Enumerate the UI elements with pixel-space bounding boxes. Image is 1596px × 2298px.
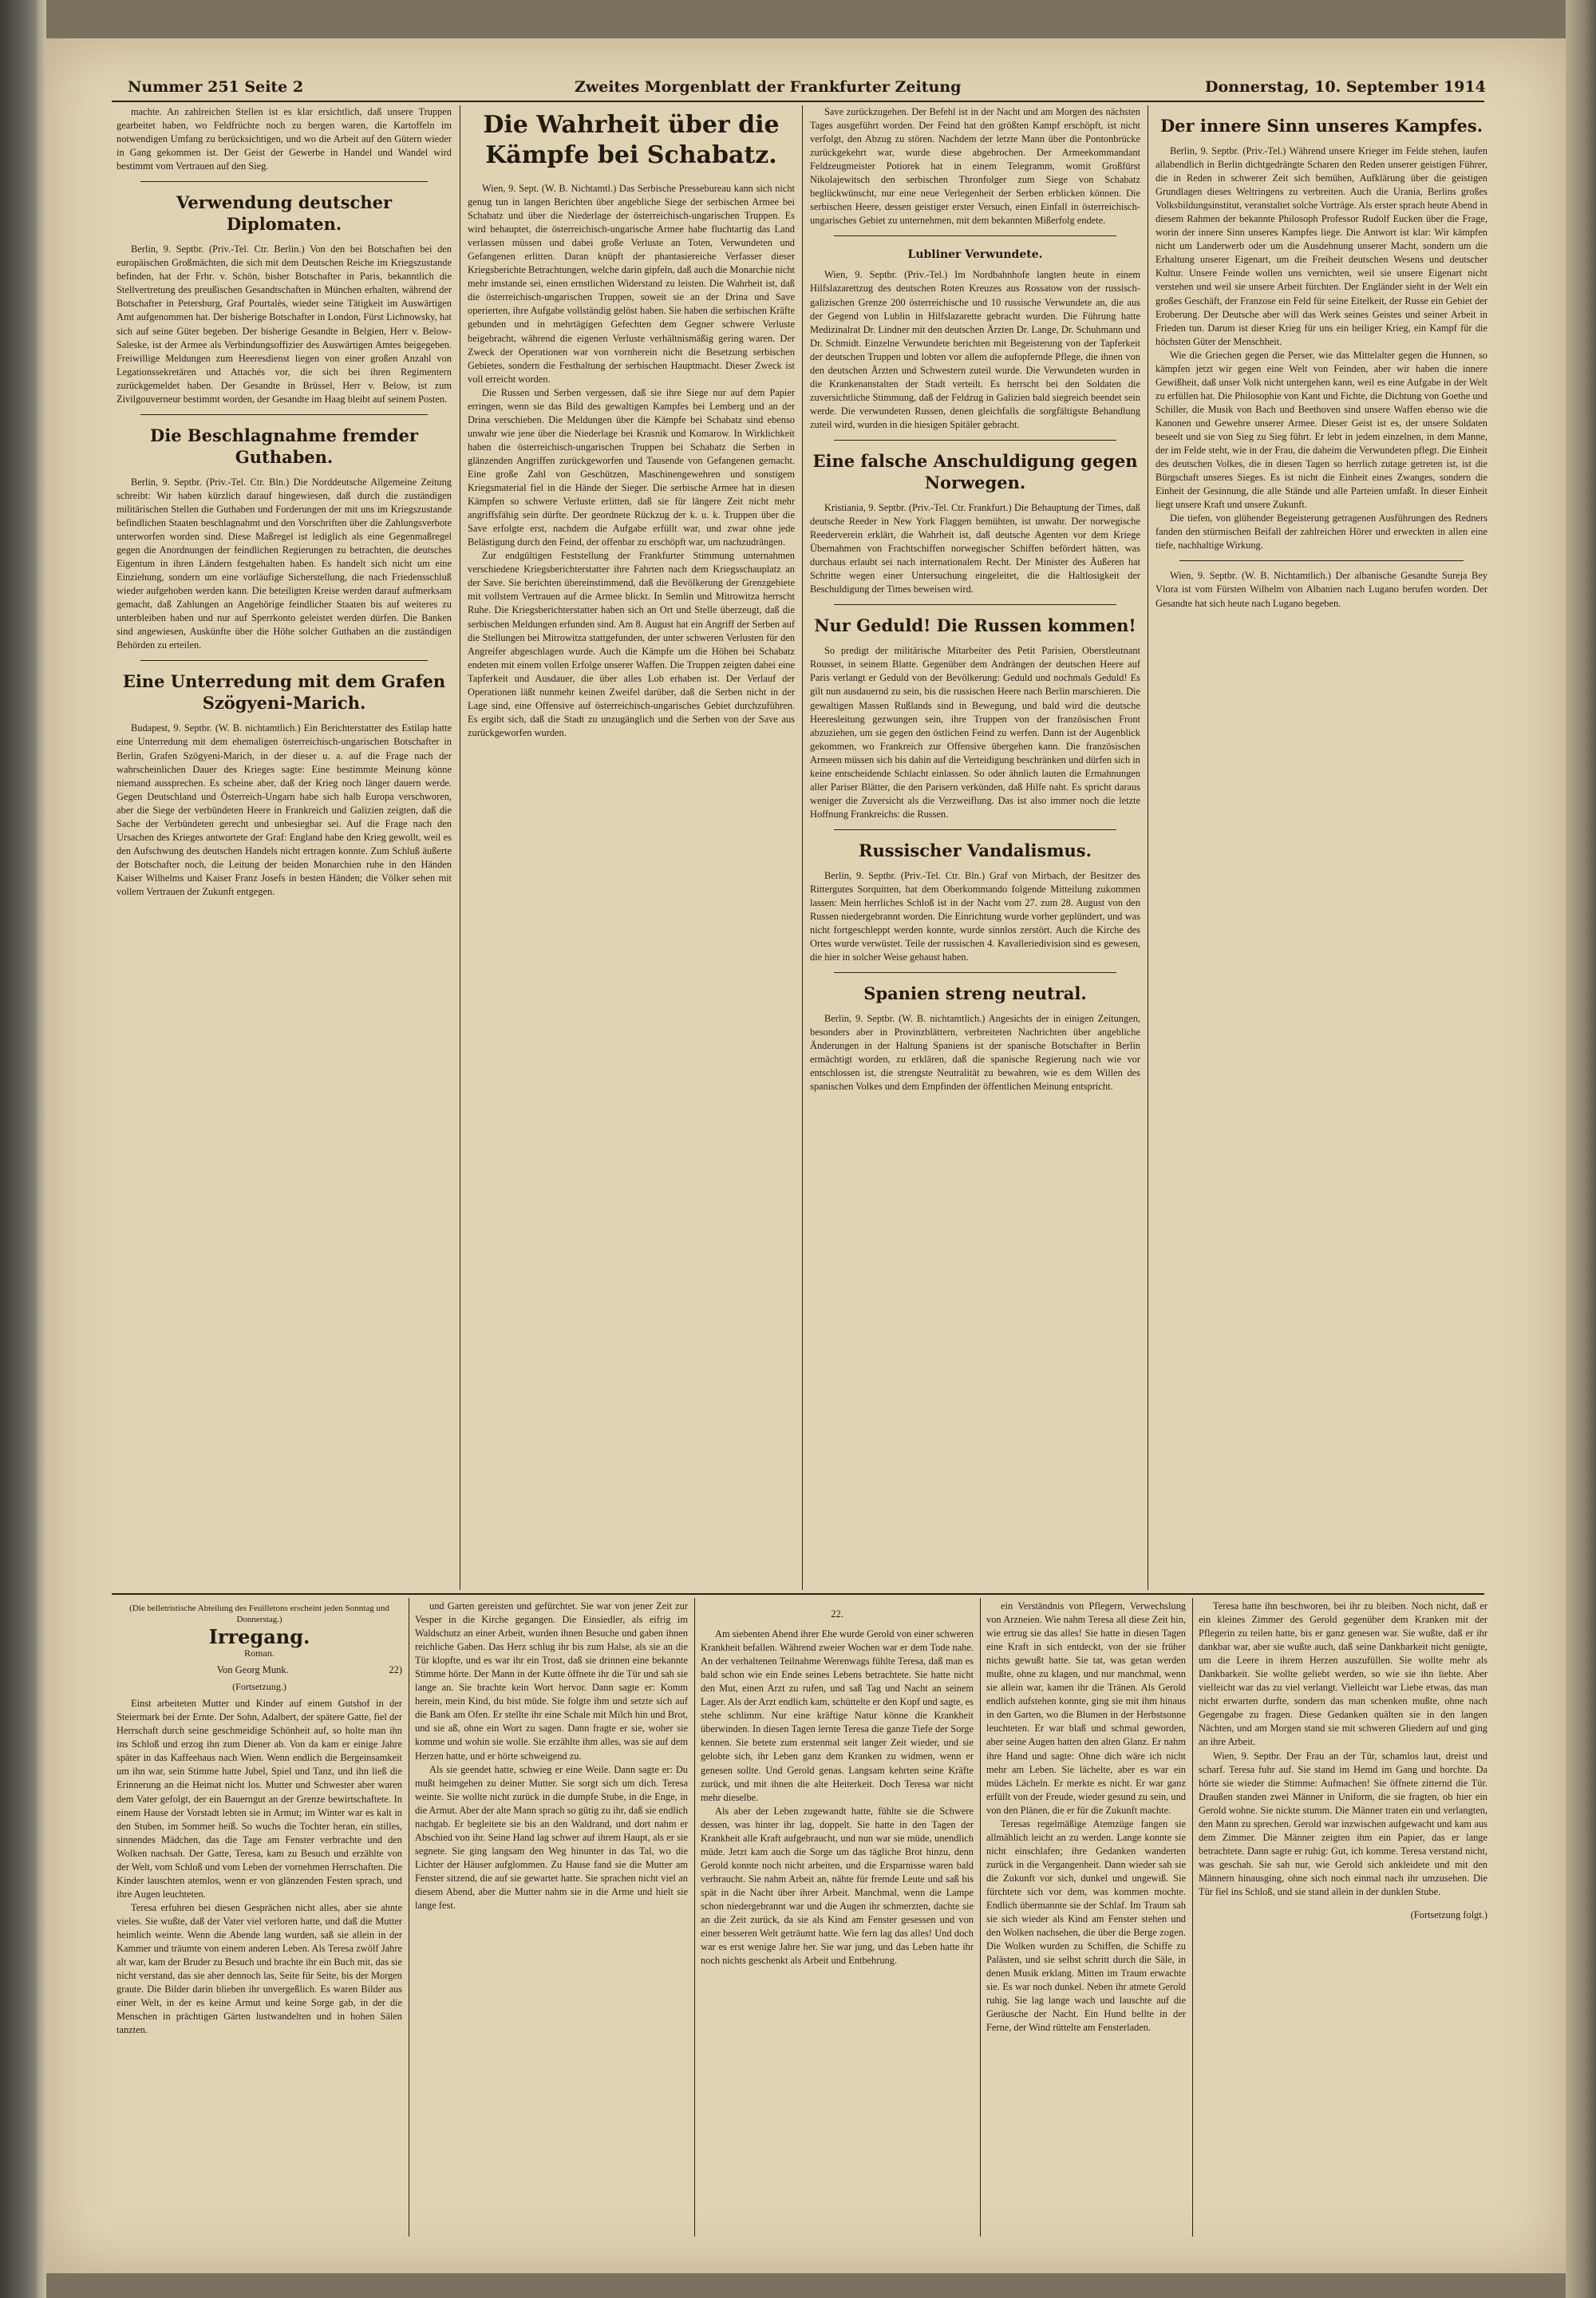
serial-text-1: Einst arbeiteten Mutter und Kinder auf einem Gutshof in der Steiermark bei der Ernte. Der Sohn, Adalbert, der spätere Gatte, fiel der Herrschaft durch seine geschmeidige Schönheit auf, so holte man ihn ins Schloß und erzog ihn zum Diener ab. Von da kam er einige Jahre später in das Kaffeehaus nach Wien. Wenn endlich die Bergeinsamkeit um ihn war, sein Stimme hatte Jubel, Spiel und Tanz, und ihn ließ die Erinnerung an die Heimat nicht los. Mutter und Schwester aber waren dem Vater gefolgt, der ein Bauerngut an der Grenze bewirtschaftete. In einem Hause der Vorstadt lebten sie in Armut; im Winter war es kalt in den Stuben, im Sommer heiß. So wuchs die Tochter heran, ein stilles, sinnendes Mädchen, das die Tage am Fenster verbrachte und den Wolken nachsah. Der Gatte, Teresa, kam zu Besuch und erzählte von der Welt, vom Schloß und vom Leben der vornehmen Herrschaften. Die Kinder lauschten atemlos, wenn er von glänzenden Festen sprach, und ihre Augen leuchteten. xyxy=(117,1698,402,1900)
column-rule-2 xyxy=(802,105,803,1590)
divider xyxy=(1179,560,1464,561)
serial-to-be-continued: (Fortsetzung folgt.) xyxy=(1410,1909,1487,1921)
headline-norwegen: Eine falsche Anschuldigung gegen Norwegen. xyxy=(812,450,1138,492)
feuilleton-rule-4 xyxy=(1192,1598,1193,2237)
divider xyxy=(834,235,1116,236)
column-4 xyxy=(1156,105,1487,1590)
feuilleton-rule xyxy=(112,1593,1484,1595)
serial-author xyxy=(117,1663,402,1677)
book-binding xyxy=(0,0,37,2298)
article-innerer-sinn-3: Die tiefen, von glühender Begeisterung getragenen Ausführungen des Redners fanden den stürmischen Beifall der zahlreichen Hörer und erweckten in allen eine tiefe, nachhaltige Wirkung. xyxy=(1156,512,1487,552)
serial-chapter-number: 22. xyxy=(831,1608,843,1620)
article-lubliner: Wien, 9. Septbr. (Priv.-Tel.) Im Nordbahnhofe langten heute in einem Hilfslazarettzug des deutschen Roten Kreuzes aus Rossatow von der russisch-galizischen Grenze 200 österreichische und 10 russische Verwundete an, die aus der Gegend von Lublin in Hilfslazarette gebracht wurden. Die Führung hatte Medizinalrat Dr. Lindner mit den deutschen Ärzten Dr. Lange, Dr. Schuhmann und Dr. Schmidt. Einzelne Verwundete berichten mit Begeisterung von der Tapferkeit der deutschen Truppen und lobten vor allem die aufopfernde Pflege, die ihnen von den deutschen Ärzten und Schwestern zuteil wurde. Die Verwundeten wurden in die Krankenanstalten der Stadt verteilt. Es herrscht bei den Soldaten die zuversichtliche Stimmung, daß der Feldzug in Galizien bald siegreich beendet sein werde. Die verwundeten Russen, denen gleichfalls die sorgfältigste Behandlung zuteil wird, wurden in die hiesigen Spitäler gebracht. xyxy=(810,269,1140,430)
article-schabatz-1: Wien, 9. Sept. (W. B. Nichtamtl.) Das Serbische Pressebureau kann sich nicht genug tun in langen Berichten über angebliche Siege der serbischen Armee bei Schabatz und über die Niederlage der österreichisch-ungarischen Truppen. Es wird behauptet, die österreichisch-ungarische Armee habe fluchtartig das Land verlassen müssen und dabei große Verluste an Toten, Verwundeten und Gefangenen erlitten. Daran knüpft der phantasiereiche Verfasser dieser Kriegsberichte Betrachtungen, welche darin gipfeln, daß auch die Monarchie nicht mehr imstande sei, einen ernstlichen Widerstand zu leisten. Die Wahrheit ist, daß die österreichisch-ungarischen Truppen, soweit sie an der Drina und Save operierten, ihre Aufgabe vollständig gelöst haben. Sie haben die serbischen Kräfte gebunden und in mehrtägigen Gefechten dem Gegner schwere Verluste beigebracht, während die eigenen Verluste verhältnismäßig gering waren. Der Zweck der Operationen war von vornherein nicht die Besetzung serbischen Gebietes, sondern die Festhaltung der serbischen Hauptmacht. Dieser Zweck ist voll erreicht worden. xyxy=(468,183,795,385)
divider xyxy=(834,829,1116,830)
column-1 xyxy=(117,105,452,1590)
headline-diplomaten: Verwendung deutscher Diplomaten. xyxy=(176,192,393,235)
headline-szogyeni: Eine Unterredung mit dem Grafen Szögyeni-Marich. xyxy=(122,671,446,714)
masthead-rule xyxy=(112,101,1484,102)
article-schabatz-cont: Save zurückzugehen. Der Befehl ist in der Nacht und am Morgen des nächsten Tages ausgeführt worden. Der Feind hat den größten Kampf erschöpft, ist nicht verfolgt, den Abzug zu stören. Nachdem der letzte Mann über die Pontonbrücke zurückgekehrt war, wurde diese abgebrochen. Der Armeekommandant Feldzeugmeister Potiorek hat in einem Telegramm, womit Großfürst Nikolajewitsch den serbischen Thronfolger zum Siege von Schabatz beglückwünscht, nur eine neue Verlegenheit der Serben erblicken können. Die serbischen Heere, dessen geistiger erster Versuch, einen Einfall in österreichisch-ungarisches Gebiet zu unternehmen, mit dem bekannten Mißerfolg endete. xyxy=(810,106,1140,227)
article-innerer-sinn-2: Wie die Griechen gegen die Perser, wie das Mittelalter gegen die Hunnen, so kämpfen jetzt wir gegen eine Welt von Feinden, aber wir haben die innere Gewißheit, daß unser Volk nicht untergehen kann, weil es eine Aufgabe in der Welt zu erfüllen hat. Die Philosophie von Kant und Fichte, die Dichtung von Goethe und Schiller, die Musik von Bach und Beethoven sind unsere Waffen ebenso wie die Kanonen und Gewehre unserer Armee. Dieser Geist ist es, der unsere Soldaten beseelt und sie von Sieg zu Sieg führt. Er lebt in jedem einzelnen, in dem Manne, der im Felde steht, wie in der Frau, die daheim die Verwundeten pflegt. Die Einheit des deutschen Volkes, die in diesen Tagen so herrlich zutage getreten ist, ist die Bürgschaft unseres Sieges. Es ist nicht die Einheit eines Zwanges, sondern die Einheit der Gesinnung, die alle Stände und alle Parteien umfaßt. In dieser Einheit liegt unsere Kraft und unsere Zukunft. xyxy=(1156,349,1487,511)
article-guthaben: Berlin, 9. Septbr. (Priv.-Tel. Ctr. Bln.) Die Norddeutsche Allgemeine Zeitung schreibt: Wir haben kürzlich darauf hingewiesen, daß durch die zuständigen militärischen Stellen die Guthaben und Forderungen der mit uns im Kriegszustande befindlichen Staaten beschlagnahmt und den Vorschriften über die Zahlungsverbote unterworfen worden sind. Diese Maßregel ist lediglich als eine Gegenmaßregel gegen die Anordnungen der feindlichen Regierungen zu betrachten, die deutsches Eigentum in ihren Ländern festgehalten haben. Es handelt sich nicht um eine Einziehung, sondern um eine vorläufige Sicherstellung, die nach Friedensschluß wieder aufgehoben werden kann. Die beteiligten Kreise werden darauf aufmerksam gemacht, daß Zahlungen an Angehörige feindlicher Staaten bis auf weiteres zu unterbleiben haben und nur auf Sperrkonto geleistet werden dürfen. Die Banken sind angewiesen, Auskünfte über die Höhe solcher Guthaben an die zuständigen Behörden zu erteilen. xyxy=(117,476,452,651)
serial-text-9: Teresa hatte ihn beschworen, bei ihr zu bleiben. Noch nicht, daß er ein kleines Zimmer des Gerold gegenüber dem Kranken mit der Pflegerin zu teilen hatte, bis er ganz genesen war. Sie wußte, daß er ihr dankbar war, aber sie wußte auch, daß seine Dankbarkeit nicht genügte, um die Leere in ihrem Herzen auszufüllen. Sie wollte mehr als Dankbarkeit. Sie wollte geliebt werden, so wie sie ihn liebte. Aber vielleicht war das zu viel verlangt. Vielleicht war Liebe etwas, das man nicht erwarten durfte, sondern das man schenken mußte, ohne nach Gegengabe zu fragen. Diese Gedanken quälten sie in den langen Nächten, und am Morgen stand sie mit schweren Gliedern auf und ging an ihre Arbeit. xyxy=(1199,1600,1487,1748)
serial-column-4 xyxy=(986,1600,1186,2230)
headline-schabatz: Die Wahrheit über die Kämpfe bei Schabatz. xyxy=(483,111,780,169)
article-norwegen: Kristiania, 9. Septbr. (Priv.-Tel. Ctr. Frankfurt.) Die Behauptung der Times, daß deutsche Reeder in New York Flaggen bemühten, ist unwahr. Der norwegische Reederverein erklärt, die Wahrheit ist, daß deutsche Agenten vor dem Kriege Übernahmen von Frachtschiffen norwegischer Schiffen befördert hätten, was durchaus erlaubt sei nach internationalem Recht. Der Minister des Äußeren hat Schritte wegen einer Untersuchung eingeleitet, die die Haltlosigkeit der Beschuldigung der Times beweisen wird. xyxy=(810,501,1140,595)
divider xyxy=(834,440,1116,441)
serial-column-3 xyxy=(701,1600,974,2230)
feuilleton-rule-3 xyxy=(980,1598,981,2237)
article-innerer-sinn-1: Berlin, 9. Septbr. (Priv.-Tel.) Während unsere Krieger im Felde stehen, laufen allabendlich in Berlin dichtgedrängte Scharen den Reden unserer geistigen Führer, die in Reden in schwerer Zeit sich bemühen, Aufklärung über die geistigen Grundlagen dieses Weltringens zu verbreiten. Auch die Urania, Berlins großes Volksbildungsinstitut, veranstaltet solche Vorträge. Als erster sprach heute Abend in diesem Rahmen der bekannte Philosoph Professor Rudolf Eucken über die Frage, worin der innere Sinn unseres Kampfes liege. Die Antwort ist klar: Wir kämpfen nicht um Landerwerb oder um die Ausdehnung unserer Macht, sondern um die Erhaltung unserer Eigenart, um die Freiheit deutschen Wesens und deutscher Kultur. Unsere Feinde wollen uns vernichten, weil sie unsere Eigenart nicht verstehen und weil sie unsere Arbeit fürchten. Der Engländer sieht in der Welt ein großes Geschäft, der Franzose ein Feld für seine Eitelkeit, der Russe ein Gebiet der Eroberung. Der Deutsche aber will das Werk seines Geistes und seiner Arbeit in Frieden tun. Darum ist dieser Krieg für uns ein heiliger Krieg, ein Kampf für die höchsten Güter der Menschheit. xyxy=(1156,145,1487,347)
serial-text-7: ein Verständnis von Pflegern, Verwechslung von Arzneien. Wie nahm Teresa all diese Zeit hin, wie ertrug sie das alles! Sie hatte in diesen Tagen eine Kraft in sich entdeckt, von der sie früher nichts gewußt hatte. Sie tat, was getan werden mußte, ohne zu klagen, und nur manchmal, wenn sie allein war, kamen ihr die Tränen. Als Gerold endlich aufstehen konnte, ging sie mit ihm hinaus in den Garten, wo die Blumen in der Herbstsonne leuchteten. Er war blaß und schmal geworden, aber seine Augen hatten den alten Glanz. Er nahm ihre Hand und sagte: Ohne dich wäre ich nicht mehr am Leben. Sie lächelte, aber es war ein müdes Lächeln. Er merkte es nicht. Er war ganz erfüllt von der Freude, wieder gesund zu sein, und von den Plänen, die er für die Zukunft machte. xyxy=(986,1600,1186,1816)
article-diplomaten: Berlin, 9. Septbr. (Priv.-Tel. Ctr. Berlin.) Von den bei Botschaften bei den europäischen Großmächten, die sich mit dem Deutschen Reiche im Kriegszustande befinden, hat der Frhr. v. Schön, bisher Botschafter in Paris, bekanntlich die Stellvertretung des preußischen Gesandtschaften in München erhalten, während der Botschafter in Petersburg, Graf Pourtalès, wieder seine Tätigkeit im Auswärtigen Amt aufgenommen hat. Der bisherige Botschafter in London, Fürst Lichnowsky, hat sich auf seine Güter begeben. Der bisherige Gesandte in Belgien, Herr v. Below-Saleske, ist der Armee als Verbindungsoffizier des Auswärtigen Amtes beigegeben. Freiwillige Meldungen zum Heeresdienst liegen von einer großen Anzahl von Legationssekretären und Attachés vor, die sich bei ihren Regimentern zurückgemeldet haben. Der Gesandte in Brüssel, Herr v. Below, ist zum Zivilgouverneur bestimmt worden, der Gesandte im Haag bleibt auf seinem Posten. xyxy=(117,243,452,405)
headline-lubliner: Lubliner Verwundete. xyxy=(907,248,1043,262)
headline-guthaben: Die Beschlagnahme fremder Guthaben. xyxy=(150,425,418,467)
serial-text-3: und Garten gereisten und gefürchtet. Sie war von jener Zeit zur Vesper in die Kirche gegangen. Die Einsiedler, als eifrig im Waldschutz an einer Arbeit, wurden ihnen Besuche und gaben ihnen reichliche Gaben. Das Herz schlug ihr bis zum Halse, als sie an die Tür klopfte, und es war ihr ein Trost, daß sie drinnen eine bekannte Stimme hörte. Der Mann in der Kutte öffnete ihr die Tür und sah sie lange an. Sie brachte kein Wort hervor. Dann sagte er: Komm herein, mein Kind, du bist müde. Sie folgte ihm und setzte sich auf die Bank am Ofen. Er stellte ihr eine Schale mit Milch hin und Brot, und sie aß, ohne ein Wort zu sagen. Dann fragte er sie, woher sie komme und wohin sie wolle. Sie erzählte ihm alles, was sie auf dem Herzen hatte, und er hörte schweigend zu. xyxy=(415,1600,688,1762)
headline-spanien: Spanien streng neutral. xyxy=(863,983,1087,1004)
masthead-title: Zweites Morgenblatt der Frankfurter Zeitung xyxy=(575,78,962,96)
column-2 xyxy=(468,105,795,1590)
column-3 xyxy=(810,105,1140,1590)
serial-continuation: (Fortsetzung.) xyxy=(232,1681,286,1693)
serial-text-6: Als aber der Leben zugewandt hatte, fühlte sie die Schwere dessen, was hinter ihr lag, doppelt. Sie hatte in den Tagen der Krankheit alle Kraft aufgebraucht, und nun war sie müde, unendlich müde. Jetzt kam auch die Sorge um das tägliche Brot hinzu, denn Gerold konnte noch nicht arbeiten, und die Ersparnisse waren bald verbraucht. Sie nahm Arbeit an, nähte für fremde Leute und saß bis spät in die Nacht über ihrer Arbeit. Manchmal, wenn die Lampe schon niedergebrannt war und die Augen ihr schmerzten, dachte sie an die Zeit zurück, da sie als Kind am Fenster gesessen und von einer besseren Welt geträumt hatte. Wie fern lag das alles! Und doch war es erst wenige Jahre her. Sie war jung, und das Leben hatte ihr noch nichts geschenkt als Arbeit und Entbehrung. xyxy=(701,1805,974,1967)
serial-installment: 22) xyxy=(389,1664,402,1676)
divider xyxy=(834,972,1116,973)
serial-column-5 xyxy=(1199,1600,1487,2230)
article-russen-kommen: So predigt der militärische Mitarbeiter des Petit Parisien, Oberstleutnant Rousset, in seinem Blatte. Gegenüber dem Andrängen der deutschen Heere auf Paris verlangt er Geduld von der Bevölkerung: Geduld und nochmals Geduld! Es gilt nun ausdauernd zu sein, bis die russischen Heere nach Berlin marschieren. Die gewaltigen Massen Rußlands sind in Bewegung, und bald wird die deutsche Heeresleitung gezwungen sein, ihre Truppen von der französischen Front abzuziehen, um sie gegen den östlichen Feind zu werfen. Dann ist der Augenblick gekommen, wo Frankreich zur Offensive übergehen kann. Die französischen Armeen müssen sich bis dahin auf die Verteidigung beschränken und dürfen sich in keine entscheidende Schlacht einlassen. So oder ähnlich lauten die Ermahnungen aller Pariser Blätter, die den Parisern verkünden, daß Hilfe naht. Es spricht daraus weniger die Zuversicht als die Verzweiflung. Das ist also immer noch die letzte Hoffnung Frankreichs: die Russen. xyxy=(810,645,1140,820)
article-schabatz-2: Die Russen und Serben vergessen, daß sie ihre Siege nur auf dem Papier erringen, wenn sie das Bild des gewaltigen Kampfes bei Lemberg und an der Drina verschieben. Die Meldungen über die Kämpfe bei Schabatz sind ebenso unwahr wie jene über die Niederlage bei Krasnik und Komarow. In Wirklichkeit haben die österreichisch-ungarischen Truppen bei Schabatz die Serben in glänzenden Angriffen zurückgeworfen und Tausende von Gefangenen gemacht. Eine große Zahl von Geschützen, Maschinengewehren und sonstigem Kriegsmaterial fiel in die Hände der Sieger. Die serbische Armee hat in diesen Kämpfen so schwere Verluste erlitten, daß sie für längere Zeit nicht mehr angriffsfähig sein dürfte. Der geordnete Rückzug der k. u. k. Truppen über die Save erfolgte erst, nachdem die Aufgabe erfüllt war, und zwar ohne jede Belästigung durch den Feind, der offenbar zu erschöpft war, um nachzudrängen. xyxy=(468,386,795,548)
headline-russen-kommen: Nur Geduld! Die Russen kommen! xyxy=(814,615,1136,636)
headline-vandalismus: Russischer Vandalismus. xyxy=(859,840,1092,860)
page-edge-stack xyxy=(1566,0,1596,2298)
binding-edge xyxy=(37,0,46,2298)
serial-text-4: Als sie geendet hatte, schwieg er eine Weile. Dann sagte er: Du mußt heimgehen zu deiner Mutter. Sie sorgt sich um dich. Teresa weinte. Sie wollte nicht zurück in die dumpfe Stube, in die Enge, in die Armut. Aber der alte Mann sprach so gütig zu ihr, daß sie endlich nachgab. Er begleitete sie bis an den Waldrand, und dort nahm er Abschied von ihr. Seine Hand lag schwer auf ihrem Haupt, als er sie segnete. Sie ging langsam den Weg hinunter in das Tal, wo die Lichter der Häuser aufglommen. Zu Hause fand sie die Mutter am Fenster sitzend, die auf sie gewartet hatte. Sie sprachen nicht viel an diesem Abend, aber die Mutter nahm sie in die Arme und hielt sie lange fest. xyxy=(415,1763,688,1912)
feuilleton-rule-2 xyxy=(694,1598,695,2237)
headline-innerer-sinn: Der innere Sinn unseres Kampfes. xyxy=(1159,116,1483,136)
serial-text-5: Am siebenten Abend ihrer Ehe wurde Gerold von einer schweren Krankheit befallen. Während zweier Wochen war er dem Tode nahe. An der verhaltenen Teilnahme Werenwags fühlte Teresa, daß man es bald schon wie ein Ende seines Lebens betrachtete. Sie hatte nicht den Mut, einen Arzt zu rufen, und saß Tag und Nacht an seinem Lager. Als der Arzt endlich kam, schüttelte er den Kopf und sagte, es stehe schlimm. Nur eine kräftige Natur könne die Krankheit überwinden. In diesen Tagen lernte Teresa die ganze Tiefe der Sorge kennen. Sie betete zum erstenmal seit langer Zeit wieder, und sie gelobte sich, ihr Leben ganz dem Kranken zu widmen, wenn er genesen sollte. Und Gerold genas. Langsam kehrten seine Kräfte zurück, und mit ihnen die alte Heiterkeit. Doch Teresa war nicht mehr dieselbe. xyxy=(701,1628,974,1803)
serial-subtitle: Roman. xyxy=(244,1647,275,1659)
article-vandalismus: Berlin, 9. Septbr. (Priv.-Tel. Ctr. Bln.) Graf von Mirbach, der Besitzer des Rittergutes Sorquitten, hat dem Oberkommando folgende Mitteilung zukommen lassen: Mein herrliches Schloß ist in der Nacht vom 27. zum 28. August von den Russen niedergebrannt worden. Die Einrichtung wurde vorher geplündert, und was nicht fortgeschleppt werden konnte, wurde sinnlos zerstört. Auch die Kirche des Ortes wurde verwüstet. Teile der russischen 4. Kavalleriedivision sind es gewesen, die hier in solcher Weise gehaust haben. xyxy=(810,869,1140,963)
serial-text-10: Wien, 9. Septbr. Der Frau an der Tür, schamlos laut, dreist und scharf. Teresa fuhr auf. Sie stand im Hemd im Gang und horchte. Da hörte sie wieder die Stimme: Aufmachen! Sie öffnete zitternd die Tür. Draußen standen zwei Männer in Uniform, die sie fragten, ob hier ein Gerold wohne. Sie nickte stumm. Die Männer traten ein und verlangten, den Mann zu sprechen. Gerold war inzwischen aufgewacht und kam aus dem Zimmer. Die Männer zeigten ihm ein Papier, das er lange betrachtete. Dann sagte er ruhig: Gut, ich komme. Teresa verstand nicht, was geschah. Sie sah nur, wie Gerold sich ankleidete und mit den Männern hinausging, ohne sich noch einmal nach ihr umzusehen. Die Tür fiel ins Schloß, und sie stand allein in der dunklen Stube. xyxy=(1199,1750,1487,1897)
divider xyxy=(140,660,428,661)
serial-column-1 xyxy=(117,1600,402,2230)
article-spanien: Berlin, 9. Septbr. (W. B. nichtamtlich.) Angesichts der in einigen Zeitungen, besonders aber in Provinzblättern, verbreiteten Nachrichten über angebliche Änderungen in der Haltung Spaniens ist der spanische Botschafter in Berlin ermächtigt worden, zu erklären, daß die spanische Regierung nach wie vor entschlossen ist, die strengste Neutralität zu bewahren, wie es dem Willen des spanischen Volkes und dem Empfinden der öffentlichen Meinung entspricht. xyxy=(810,1013,1140,1093)
serial-author-name: Von Georg Munk. xyxy=(216,1664,289,1676)
col1-intro: machte. An zahlreichen Stellen ist es klar ersichtlich, daß unsere Truppen gearbeitet haben, wo Feldfrüchte noch zu bergen waren, die Kartoffeln im notwendigen Umfang zu berücksichtigen, und wo die Arbeit auf den Gütern wieder in Gang gekommen ist. Der Geist der Gewerbe in Handel und Wandel wird bestimmt vom Vertrauen auf den Sieg. xyxy=(117,106,452,172)
divider xyxy=(140,181,428,182)
serial-column-2 xyxy=(415,1600,688,2230)
serial-text-2: Teresa erfuhren bei diesen Gesprächen nicht alles, aber sie ahnte vieles. Sie wußte, daß der Vater viel verloren hatte, und daß die Mutter heimlich weinte. Wenn die Abende lang wurden, saß sie allein in der Kammer und träumte von einem anderen Leben. Als Teresa zwölf Jahre alt war, kam der Bruder zu Besuch und brachte ihr ein Buch mit, das sie nicht verstand, das sie aber dennoch las, Seite für Seite, bis der Morgen graute. Die Bilder darin blieben ihr unvergeßlich. Es waren Bilder aus einer Welt, in der es keine Armut und keine Sorge gab, in der die Menschen in prächtigen Gärten lustwandelten und in hohen Sälen tanzten. xyxy=(117,1901,402,2036)
masthead xyxy=(64,78,1486,101)
article-szogyeni: Budapest, 9. Septbr. (W. B. nichtamtlich.) Ein Berichterstatter des Estilap hatte eine Unterredung mit dem ehemaligen österreichisch-ungarischen Botschafter in Berlin, Grafen Szögyeni-Marich, in der dieser u. a. auf die Frage nach der wahrscheinlichen Dauer des Krieges sagte: Eine bestimmte Meinung könne niemand aussprechen. Es scheine aber, daß der Krieg noch länger dauern werde. Gegen Deutschland und Österreich-Ungarn habe sich halb Europa verschworen, aber die Siege der verbündeten Heere in Frankreich und Galizien zeigten, daß die Sache der Verbündeten gerecht und unbesiegbar sei. Auf die Frage nach den Ursachen des Krieges antwortete der Graf: England habe den Krieg gewollt, weil es den Aufschwung des deutschen Handels nicht ertragen konnte. Zum Schluß äußerte der Botschafter noch, die Leitung der beiden Monarchien ruhe in den Händen Kaiser Wilhelms und Kaiser Franz Josefs in besten Händen; die Völker sehen mit vollem Vertrauen der Zukunft entgegen. xyxy=(117,722,452,897)
serial-note: (Die belletristische Abteilung des Feuilletons erscheint jeden Sonntag und Donnerstag.) xyxy=(129,1604,389,1624)
article-schabatz-3: Zur endgültigen Feststellung der Frankfurter Stimmung unternahmen verschiedene Kriegsberichterstatter ihre Fahrten nach dem Kriegsschauplatz an der Save. Sie berichten übereinstimmend, daß die Bevölkerung der Grenzgebiete mit vollstem Vertrauen auf die Armee blickt. In Semlin und Mitrowitza herrscht Ruhe. Die Kriegsberichterstatter haben sich an Ort und Stelle überzeugt, daß die serbischen Meldungen erfunden sind. Am 8. August hat ein Angriff der Serben auf die Stellungen bei Mitrowitza stattgefunden, der unter schweren Verlusten für den Angreifer abgeschlagen wurde. Auch die Kämpfe um die Höhen bei Schabatz endeten mit einem vollen Erfolge unserer Waffen. Die Truppen zeigten dabei eine Tapferkeit und Ausdauer, die über alles Lob erhaben ist. Der Verlauf der Operationen läßt nunmehr keinen Zweifel darüber, daß die Serben nicht in der Lage sind, eine Offensive auf österreichisch-ungarisches Gebiet durchzuführen. Es ergibt sich, daß die Stadt zu unzugänglich und die Serben von der Save aus zurückgeworfen wurden. xyxy=(468,550,795,738)
article-albanien: Wien, 9. Septbr. (W. B. Nichtamtlich.) Der albanische Gesandte Sureja Bey Vlora ist vom Fürsten Wilhelm von Albanien nach Lugano berufen worden. Der Gesandte hat sich heute nach Lugano begeben. xyxy=(1156,570,1487,609)
serial-title: Irregang. xyxy=(208,1625,310,1648)
divider xyxy=(834,604,1116,605)
serial-text-8: Teresas regelmäßige Atemzüge fangen sie allmählich leicht an zu werden. Lange konnte sie nicht einschlafen; ihre Gedanken wanderten zurück in die Vergangenheit. Dann wieder sah sie die Zukunft vor sich, dunkel und ungewiß. Sie fürchtete sich vor dem, was kommen mochte. Endlich übermannte sie der Schlaf. Im Traum sah sie sich wieder als Kind am Fenster stehen und den Wolken nachsehen, die über die Berge zogen. Die Wolken wurden zu Schiffen, die Schiffe zu Palästen, und sie selbst schritt durch die Säle, in denen Musik erklang. Mitten im Traum erwachte sie. Es war noch dunkel. Neben ihr atmete Gerold ruhig. Sie lag lange wach und lauschte auf die Geräusche der Nacht. Ein Hund bellte in der Ferne, der Wind rüttelte am Fensterladen. xyxy=(986,1817,1186,2034)
divider xyxy=(140,414,428,415)
masthead-date: Donnerstag, 10. September 1914 xyxy=(1205,78,1486,96)
masthead-issue: Nummer 251 Seite 2 xyxy=(128,78,304,96)
